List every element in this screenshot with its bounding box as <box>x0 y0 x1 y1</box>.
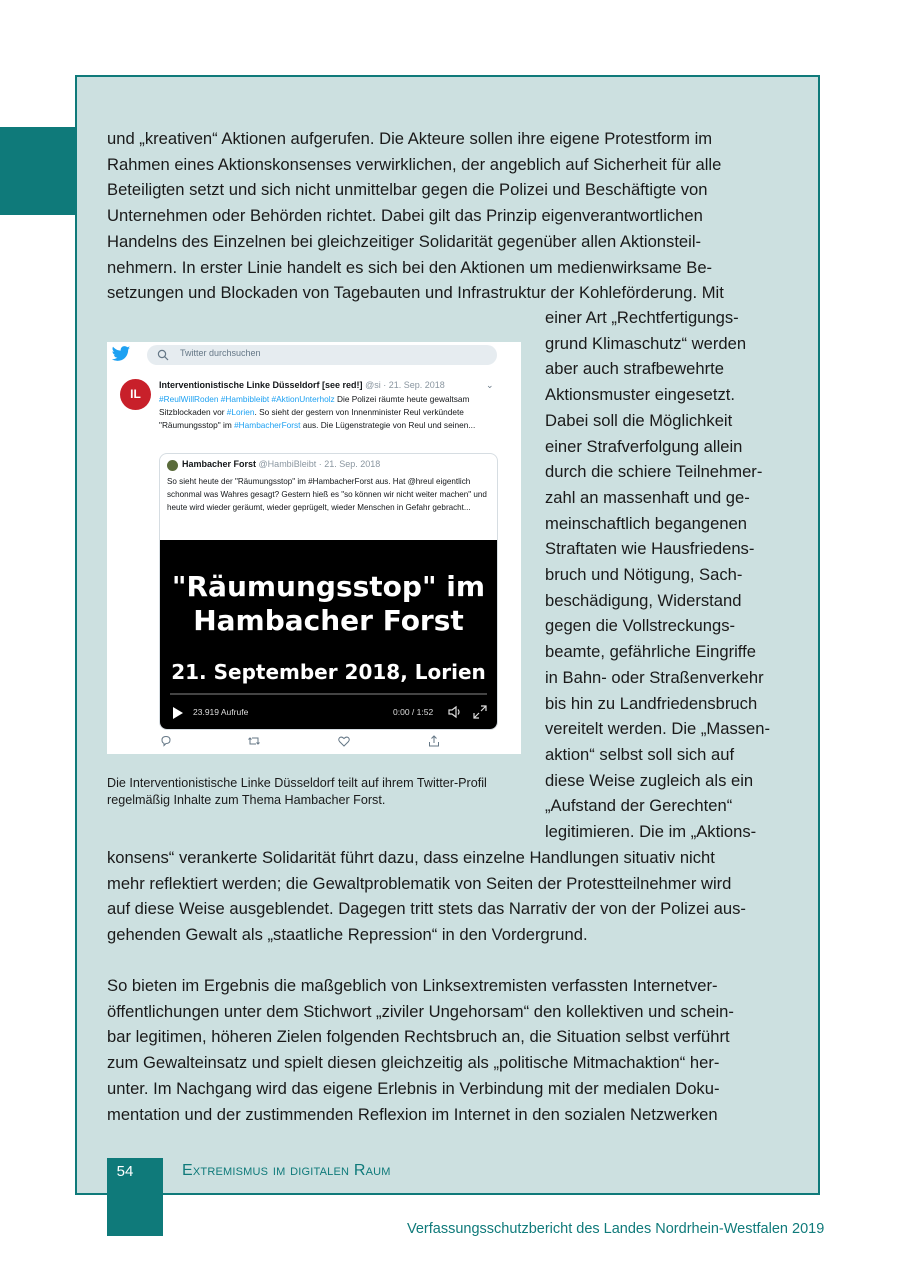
text-line: Unternehmen oder Behörden richtet. Dabei gilt das Prinzip eigenverantwortlichen <box>107 206 703 226</box>
text-line: Aktionsmuster eingesetzt. <box>545 385 735 405</box>
tweet-text-part: . So sieht der gestern von Innenminister Reul verkündete "Räumungsstop" im <box>159 406 464 430</box>
text-line: aktion“ selbst soll sich auf <box>545 744 735 764</box>
figure-caption <box>107 775 527 808</box>
volume-icon[interactable] <box>447 704 463 720</box>
twitter-bird-icon <box>111 344 131 364</box>
text-line: beschädigung, Widerstand <box>545 590 742 610</box>
text-line: Straftaten wie Hausfriedens- <box>545 539 755 559</box>
tweet-hashtags[interactable]: #ReulWillRoden #Hambibleibt #AktionUnterholz <box>159 394 335 404</box>
page-number: 54 <box>116 1163 134 1180</box>
video-views: 23.919 Aufrufe <box>193 707 249 717</box>
text-line: in Bahn- oder Straßenverkehr <box>545 667 764 687</box>
fullscreen-icon[interactable] <box>472 704 488 720</box>
text-line: So bieten im Ergebnis die maßgeblich von Linksextremisten verfassten Internetver- <box>107 976 718 995</box>
text-line: legitimieren. Die im „Aktions- <box>545 822 757 842</box>
text-line: nehmern. In erster Linie handelt es sich bei den Aktionen um medienwirksame Be- <box>107 257 713 277</box>
text-line: gegen die Vollstreckungs- <box>545 616 736 636</box>
paragraph-3 <box>107 973 797 1127</box>
text-line: zahl an massenhaft und ge- <box>545 487 750 507</box>
text-line: setzungen und Blockaden von Tagebauten und Infrastruktur der Kohleförderung. Mit <box>107 283 724 303</box>
video-title <box>160 570 497 638</box>
text-line: einer Art „Rechtfertigungs- <box>545 308 739 327</box>
text-line: bis hin zu Landfriedensbruch <box>545 693 758 713</box>
tweet-text-part: aus. Die Lügenstrategie von Reul und seinen... <box>300 419 476 430</box>
text-line: Dabei soll die Möglichkeit <box>545 410 733 430</box>
reply-icon[interactable] <box>159 734 173 748</box>
text-line: meinschaftlich begangenen <box>545 513 748 533</box>
caption-line: Die Interventionistische Linke Düsseldorf teilt auf ihrem Twitter-Profil <box>107 776 487 790</box>
video-title-line: Hambacher Forst <box>193 604 464 637</box>
text-line: bruch und Nötigung, Sach- <box>545 565 743 585</box>
quoted-tweet[interactable] <box>159 453 498 730</box>
text-line: gehenden Gewalt als „staatliche Repression“ in den Vordergrund. <box>107 925 588 945</box>
quote-avatar <box>167 460 178 471</box>
video-time: 0:00 / 1:52 <box>393 707 434 717</box>
tweet-handle-date: @si · 21. Sep. 2018 <box>365 380 445 390</box>
video-date: 21. September 2018, Lorien <box>171 660 486 684</box>
tweet-avatar: IL <box>120 379 151 410</box>
text-line: mehr reflektiert werden; die Gewaltproblematik von Seiten der Protestteilnehmer wird <box>107 873 732 893</box>
text-line: auf diese Weise ausgeblendet. Dagegen tritt stets das Narrativ der von der Polizei aus- <box>107 899 746 919</box>
tweet-header <box>159 380 445 390</box>
section-title: Extremismus im digitalen Raum <box>182 1162 391 1179</box>
text-line: beamte, gefährliche Eingriffe <box>545 642 756 662</box>
paragraph-2 <box>107 845 797 948</box>
share-icon[interactable] <box>427 734 441 748</box>
text-line: vereitelt werden. Die „Massen- <box>545 719 771 739</box>
video-progress-bar[interactable] <box>170 693 487 695</box>
text-line: „Aufstand der Gerechten“ <box>545 796 733 816</box>
text-line: einer Strafverfolgung allein <box>545 436 743 456</box>
tweet-text-part: Die Polizei räumte heute gewaltsam Sitzblockaden vor <box>159 394 470 417</box>
report-title: Verfassungsschutzbericht des Landes Nordrhein-Westfalen 2019 <box>407 1221 825 1237</box>
text-line: Handelns des Einzelnen bei gleichzeitiger Solidarität gegenüber allen Aktionsteil- <box>107 231 702 251</box>
video-player[interactable] <box>160 540 497 729</box>
search-icon <box>157 349 169 361</box>
retweet-icon[interactable] <box>247 734 261 748</box>
text-line: aber auch strafbewehrte <box>545 359 724 379</box>
search-placeholder: Twitter durchsuchen <box>180 348 261 358</box>
text-line: durch die schiere Teilnehmer- <box>545 462 763 482</box>
text-line: öffentlichungen unter dem Stichwort „ziviler Ungehorsam“ den kollektiven und schein- <box>107 1001 734 1021</box>
tweet-actions <box>159 734 499 750</box>
paragraph-1 <box>107 126 797 306</box>
video-title-line: "Räumungsstop" im <box>171 570 486 603</box>
quote-text: So sieht heute der "Räumungsstop" im #HambacherForst aus. Hat @hreul eigentlich schonmal was Wahres gesagt? Gestern hieß es "so können wir nicht weiter machen" und heute wird wieder geräumt, wieder geprügelt, wieder Menschen in Gefahr gebracht... <box>167 477 487 512</box>
right-column-text <box>545 305 805 845</box>
twitter-screenshot-figure <box>107 342 521 754</box>
side-accent-tab <box>0 127 76 215</box>
twitter-top-bar <box>107 342 521 368</box>
tweet-hashtag-hambacher[interactable]: #HambacherForst <box>234 419 301 430</box>
quote-header <box>182 459 380 469</box>
text-line: und „kreativen“ Aktionen aufgerufen. Die Akteure sollen ihre eigene Protestform im <box>107 129 713 148</box>
text-line: unter. Im Nachgang wird das eigene Erlebnis in Verbindung mit der medialen Doku- <box>107 1078 720 1098</box>
text-line: grund Klimaschutz“ werden <box>545 333 747 353</box>
chevron-down-icon[interactable]: ⌄ <box>486 380 494 390</box>
twitter-search-field[interactable] <box>147 345 497 365</box>
play-icon[interactable] <box>172 707 184 719</box>
text-line: konsens“ verankerte Solidarität führt dazu, dass einzelne Handlungen situativ nicht <box>107 848 715 867</box>
text-line: Rahmen eines Aktionskonsenses verwirklichen, der angeblich auf Sicherheit für alle <box>107 154 722 174</box>
tweet-author: Interventionistische Linke Düsseldorf [see red!] <box>159 380 363 390</box>
like-icon[interactable] <box>337 734 351 748</box>
quote-author: Hambacher Forst <box>182 459 257 469</box>
text-line: zum Gewalteinsatz und spielt diesen gleichzeitig als „politische Mitmachaktion“ her- <box>107 1053 720 1073</box>
text-line: bar legitimen, höheren Zielen folgenden Rechtsbruch an, die Situation selbst verführt <box>107 1027 730 1047</box>
tweet-text <box>159 393 499 431</box>
text-line: diese Weise zugleich als ein <box>545 770 754 790</box>
quote-handle-date: @HambiBleibt · 21. Sep. 2018 <box>258 459 381 469</box>
caption-line: regelmäßig Inhalte zum Thema Hambacher Forst. <box>107 792 386 807</box>
text-line: Beteiligten setzt und sich nicht unmittelbar gegen die Polizei und Beschäftigte von <box>107 180 708 200</box>
text-line: mentation und der zustimmenden Reflexion im Internet in den sozialen Netzwerken <box>107 1104 718 1124</box>
tweet-hashtag-lorien[interactable]: #Lorien <box>226 406 255 417</box>
